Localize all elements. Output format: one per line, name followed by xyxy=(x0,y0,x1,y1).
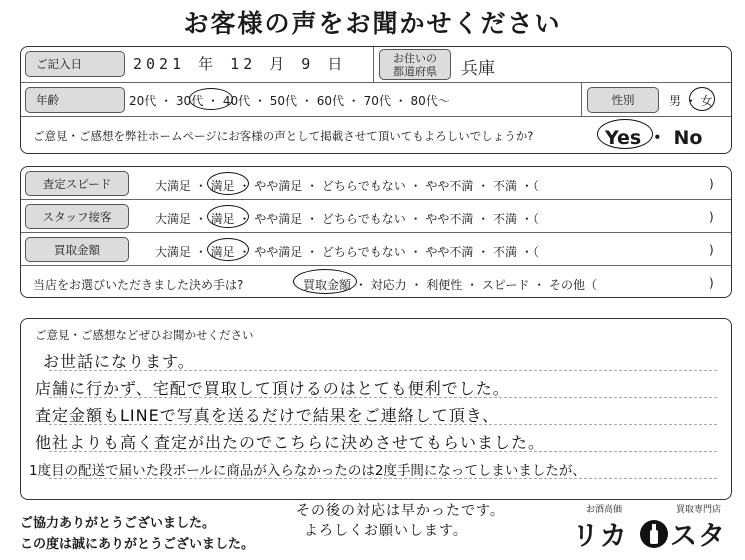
rating-label-staff: スタッフ接客 xyxy=(25,204,129,229)
logo: お酒高価 買取専門店 リカ スタ xyxy=(572,505,726,552)
comment-line-4: 他社よりも高く査定が出たのでこちらに決めさせてもらいました。 xyxy=(35,433,546,452)
age-row xyxy=(21,83,731,117)
comments-label: ご意見・ご感想などぜひお聞かせください xyxy=(35,328,254,342)
comment-line-1: お世話になります。 xyxy=(43,352,195,371)
gender-label: 性別 xyxy=(587,87,659,113)
age-option: 50代 xyxy=(269,94,298,108)
age-separator: ・ xyxy=(203,94,223,108)
rating-options-speed: 大満足 ・ 満足 ・ やや満足 ・ どちらでもない ・ やや不満 ・ 不満 ・（ xyxy=(155,179,539,193)
gender-selected-circle xyxy=(689,87,715,111)
comments-box xyxy=(20,318,732,500)
prefecture-value: 兵庫 xyxy=(461,59,495,79)
consent-options: Yes ・ No xyxy=(605,127,703,149)
deciding-factor-row: 当店をお選びいただきました決め手は? 買取金額 ・ 対応力 ・ 利便性 ・ スピード ・ その他（ ) xyxy=(21,266,731,298)
age-option: 40代 xyxy=(222,94,251,108)
deciding-question: 当店をお選びいただきました決め手は? xyxy=(33,278,244,292)
prefecture-label: お住いの 都道府県 xyxy=(379,49,451,80)
rating-selected-circle-staff xyxy=(207,205,249,228)
consent-row xyxy=(21,117,731,153)
ratings-box xyxy=(20,166,732,298)
gender-options: 男 ・ 女 xyxy=(669,94,713,108)
date-value: 2021 年 12 月 9 日 xyxy=(133,55,347,73)
rating-selected-circle-price xyxy=(207,238,249,261)
deciding-options: 買取金額 ・ 対応力 ・ 利便性 ・ スピード ・ その他（ xyxy=(303,278,598,292)
rating-row-speed: 査定スピード 大満足 ・ 満足 ・ やや満足 ・ どちらでもない ・ やや不満 ・ 不満 ・（ ) xyxy=(21,167,731,200)
date-row xyxy=(21,47,731,83)
logo-bottle-icon xyxy=(640,520,668,548)
rating-options-staff: 大満足 ・ 満足 ・ やや満足 ・ どちらでもない ・ やや不満 ・ 不満 ・（ xyxy=(155,212,539,226)
thanks-line-2: この度は誠にありがとうございました。 xyxy=(20,537,255,552)
date-label: ご記入日 xyxy=(25,51,125,77)
age-option: 70代 xyxy=(363,94,391,108)
age-option: 60代 xyxy=(316,94,344,108)
rating-row-staff: スタッフ接客 大満足 ・ 満足 ・ やや満足 ・ どちらでもない ・ やや不満 ・ 不満 ・（ ) xyxy=(21,200,731,233)
page-title: お客様の声をお聞かせください xyxy=(183,9,562,38)
age-option: 20代 xyxy=(129,94,157,108)
rating-selected-circle-speed xyxy=(207,172,249,195)
customer-info-box xyxy=(20,46,732,154)
age-separator: ・ xyxy=(156,94,176,108)
comment-line-5: 1度目の配送で届いた段ボールに商品が入らなかったのは2度手間になってしまいましたが、 xyxy=(29,463,586,479)
age-label: 年齢 xyxy=(25,87,125,113)
consent-question: ご意見・ご感想を弊社ホームページにお客様の声として掲載させて頂いてもよろしいでしょうか? xyxy=(33,129,534,143)
age-separator: ・ xyxy=(343,94,364,108)
deciding-selected-circle xyxy=(293,269,357,294)
age-options xyxy=(129,92,450,109)
age-selected-circle xyxy=(189,88,233,110)
comment-line-6: その後の対応は早かったです。 xyxy=(296,503,505,519)
thanks-line-1: ご協力ありがとうございました。 xyxy=(20,516,216,531)
age-option: 30代 xyxy=(175,94,204,108)
age-separator: ・ xyxy=(390,94,411,108)
rating-row-price: 買取金額 大満足 ・ 満足 ・ やや満足 ・ どちらでもない ・ やや不満 ・ 不満 ・（ ) xyxy=(21,233,731,266)
comment-line-7: よろしくお願いします。 xyxy=(304,523,468,539)
age-separator: ・ xyxy=(250,94,270,108)
comment-line-3: 査定金額もLINEで写真を送るだけで結果をご連絡して頂き、 xyxy=(35,406,500,425)
comment-line-2: 店舗に行かず、宅配で買取して頂けるのはとても便利でした。 xyxy=(35,379,510,398)
rating-label-price: 買取金額 xyxy=(25,237,129,262)
rating-options-price: 大満足 ・ 満足 ・ やや満足 ・ どちらでもない ・ やや不満 ・ 不満 ・（ xyxy=(155,245,539,259)
age-option: 80代〜 xyxy=(410,94,450,108)
rating-label-speed: 査定スピード xyxy=(25,171,129,196)
age-separator: ・ xyxy=(297,94,317,108)
